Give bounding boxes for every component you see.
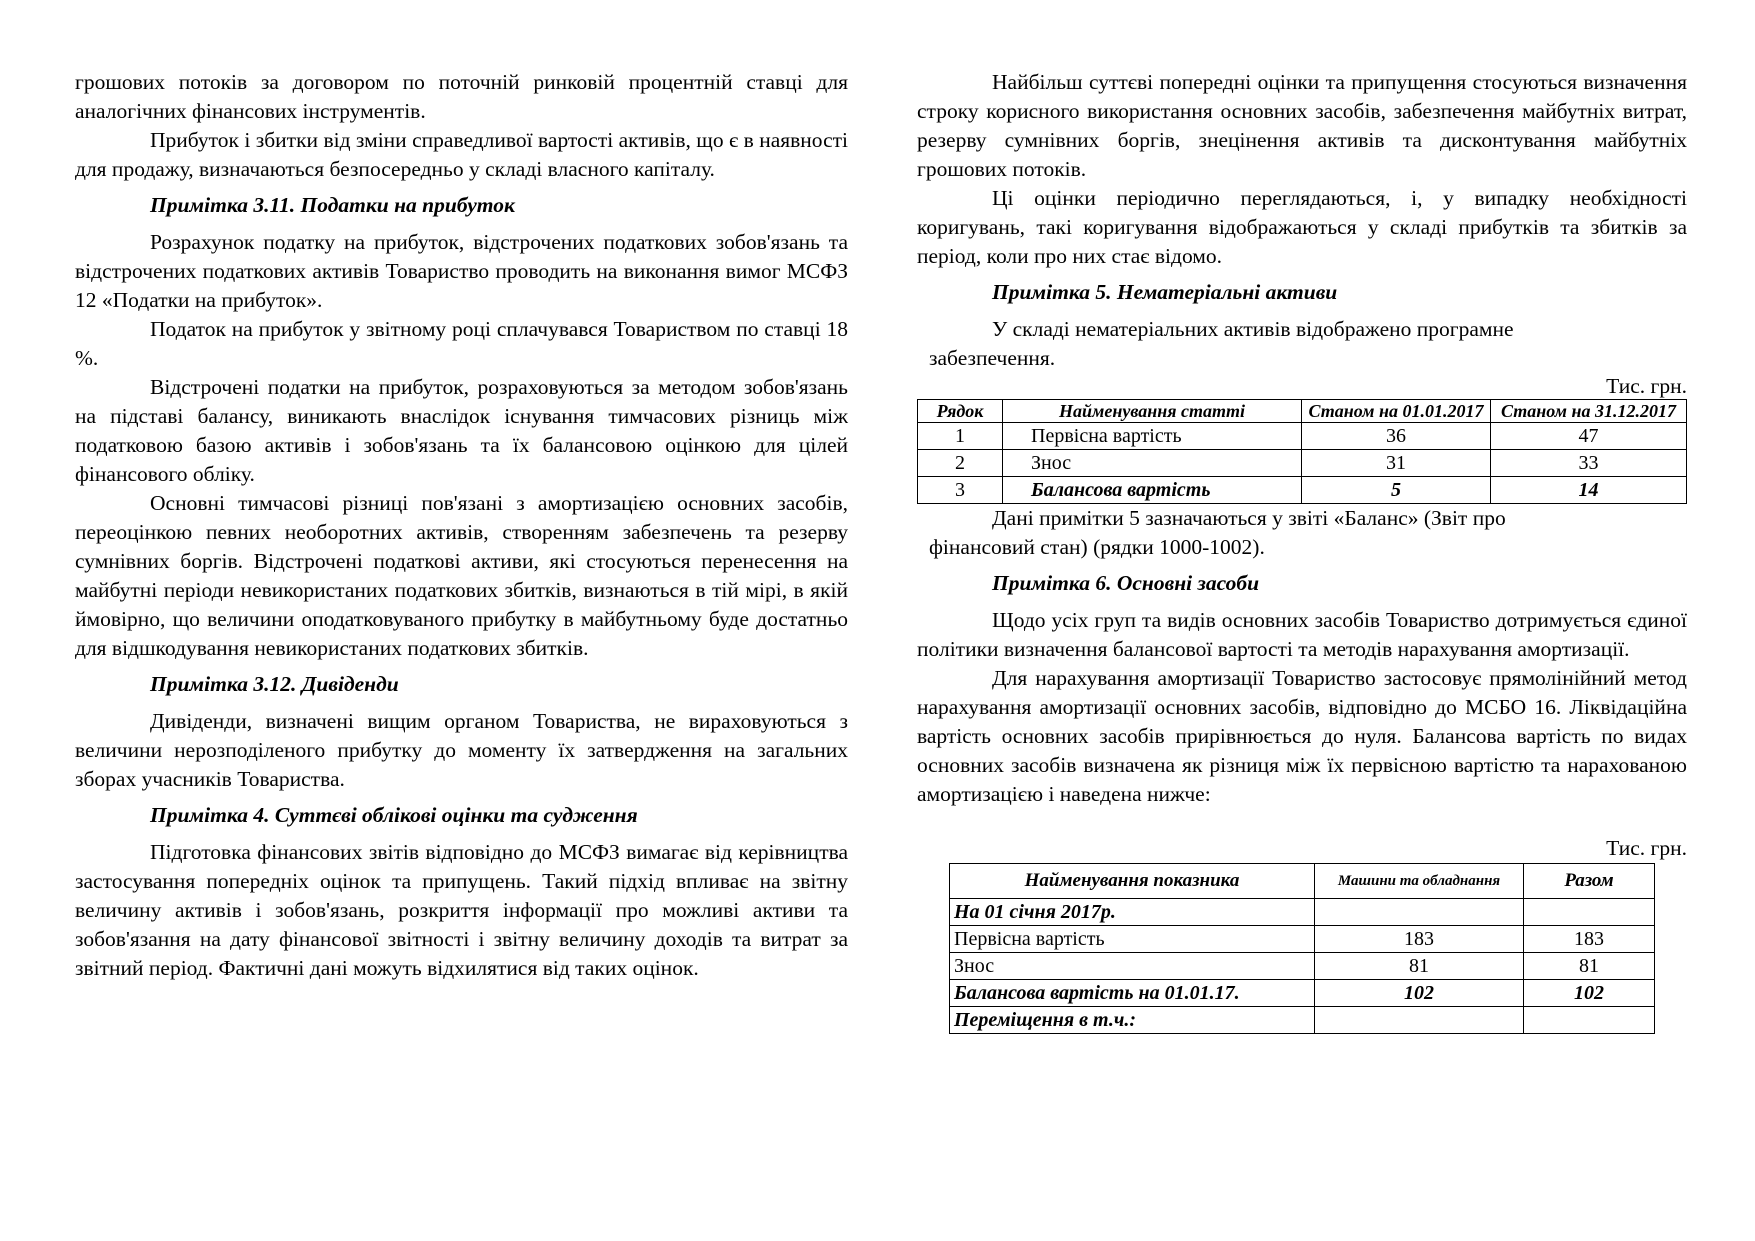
table-cell: 33 <box>1491 450 1687 477</box>
table-cell <box>1315 899 1524 926</box>
paragraph: забезпечення. <box>929 346 1056 370</box>
section-heading-4: Примітка 4. Суттєві облікові оцінки та судження <box>150 803 638 827</box>
unit-label: Тис. грн. <box>1606 836 1687 860</box>
table-row <box>918 423 1687 450</box>
paragraph: Дивіденди, визначені вищим органом Товариства, не вираховуються з величини нерозподіленого прибутку до моменту їх затвердження на загальних зборах учасників Товариства. <box>75 709 848 791</box>
unit-label: Тис. грн. <box>1606 374 1687 398</box>
section-heading-3-11: Примітка 3.11. Податки на прибуток <box>150 193 515 217</box>
table-cell: 5 <box>1302 477 1491 504</box>
paragraph: Ці оцінки періодично переглядаються, і, у випадку необхідності коригувань, такі коригування відображаються у складі прибутків та збитків за період, коли про них стає відомо. <box>917 186 1687 268</box>
table-header: Станом на 01.01.2017 <box>1302 400 1491 423</box>
table-cell: Знос <box>950 953 1315 980</box>
table-cell <box>1315 1007 1524 1034</box>
table-row <box>950 980 1655 1007</box>
table-cell: 81 <box>1315 953 1524 980</box>
table-cell: 102 <box>1315 980 1524 1007</box>
table-cell: 47 <box>1491 423 1687 450</box>
table-header-row <box>950 864 1655 899</box>
table-row <box>950 1007 1655 1034</box>
paragraph: Дані примітки 5 зазначаються у звіті «Баланс» (Звіт про <box>992 506 1506 530</box>
table-cell <box>1524 1007 1655 1034</box>
paragraph: Для нарахування амортизації Товариство застосовує прямолінійний метод нарахування амортизації основних засобів, відповідно до МСБО 16. Ліквідаційна вартість основних засобів прирівнюється до нуля. Балансова вартість по видах основних засобів визначена як різниця між їх первісною вартістю та нарахованою амортизацією і наведена нижче: <box>917 666 1687 806</box>
paragraph: Підготовка фінансових звітів відповідно до МСФЗ вимагає від керівництва застосування попередніх оцінок та припущень. Такий підхід впливає на звітну величину активів і зобов'язань, розкриття інформації про можливі активи та зобов'язання на дату фінансової звітності і звітну величину доходів та витрат за звітний період. Фактичні дані можуть відхилятися від таких оцінок. <box>75 840 848 980</box>
paragraph: Розрахунок податку на прибуток, відстрочених податкових зобов'язань та відстрочених податкових активів Товариство проводить на виконання вимог МСФЗ 12 «Податки на прибуток». <box>75 230 848 312</box>
section-heading-5: Примітка 5. Нематеріальні активи <box>992 280 1338 304</box>
table-cell: Балансова вартість на 01.01.17. <box>950 980 1315 1007</box>
paragraph: Податок на прибуток у звітному році сплачувався Товариством по ставці 18 %. <box>75 317 848 370</box>
table-cell <box>1524 899 1655 926</box>
table-row <box>918 450 1687 477</box>
fixed-assets-table <box>949 863 1655 1034</box>
left-column <box>75 68 848 983</box>
section-heading-3-12: Примітка 3.12. Дивіденди <box>150 672 399 696</box>
table-cell: 81 <box>1524 953 1655 980</box>
intangible-assets-table <box>917 399 1687 504</box>
table-header: Машини та обладнання <box>1315 864 1524 899</box>
paragraph: Прибуток і збитки від зміни справедливої вартості активів, що є в наявності для продажу, визначаються безпосередньо у складі власного капіталу. <box>75 128 848 181</box>
table-cell: 183 <box>1315 926 1524 953</box>
table-cell: 36 <box>1302 423 1491 450</box>
table-header: Рядок <box>918 400 1003 423</box>
paragraph: Основні тимчасові різниці пов'язані з амортизацією основних засобів, переоцінкою певних необоротних активів, створенням забезпечень та резерву сумнівних боргів. Відстрочені податкові активи, які стосуються перенесення на майбутні періоди невикористаних податкових збитків, визнаються в тій мірі, в якій ймовірно, що величини оподатковуваного прибутку в майбутньому буде достатньо для відшкодування невикористаних податкових збитків. <box>75 491 848 660</box>
paragraph: Щодо усіх груп та видів основних засобів Товариство дотримується єдиної політики визначення балансової вартості та методів нарахування амортизації. <box>917 608 1687 661</box>
table-cell: 1 <box>918 423 1003 450</box>
table-header: Найменування показника <box>950 864 1315 899</box>
paragraph: фінансовий стан) (рядки 1000-1002). <box>929 535 1265 559</box>
right-column <box>917 68 1687 1034</box>
table-cell: Первісна вартість <box>950 926 1315 953</box>
table-row <box>950 953 1655 980</box>
table-row <box>950 926 1655 953</box>
table-cell: 183 <box>1524 926 1655 953</box>
table-cell: 3 <box>918 477 1003 504</box>
table-header: Станом на 31.12.2017 <box>1491 400 1687 423</box>
table-cell: Знос <box>1003 450 1302 477</box>
table-cell: 102 <box>1524 980 1655 1007</box>
table-cell: 2 <box>918 450 1003 477</box>
table-cell: Переміщення в т.ч.: <box>950 1007 1315 1034</box>
table-cell: 14 <box>1491 477 1687 504</box>
paragraph: Найбільш суттєві попередні оцінки та припущення стосуються визначення строку корисного використання основних засобів, забезпечення майбутніх витрат, резерву сумнівних боргів, знецінення активів та дисконтування майбутніх грошових потоків. <box>917 70 1687 181</box>
table-cell: Балансова вартість <box>1003 477 1302 504</box>
section-heading-6: Примітка 6. Основні засоби <box>992 571 1260 595</box>
table-cell: 31 <box>1302 450 1491 477</box>
table-header-row <box>918 400 1687 423</box>
table-cell: Первісна вартість <box>1003 423 1302 450</box>
paragraph: Відстрочені податки на прибуток, розраховуються за методом зобов'язань на підставі балансу, виникають внаслідок існування тимчасових різниць між податковою базою активів і зобов'язань та їх балансовою оцінкою для цілей фінансового обліку. <box>75 375 848 486</box>
table-row <box>918 477 1687 504</box>
paragraph: грошових потоків за договором по поточній ринковій процентній ставці для аналогічних фінансових інструментів. <box>75 70 848 123</box>
table-header: Разом <box>1524 864 1655 899</box>
table-header: Найменування статті <box>1003 400 1302 423</box>
paragraph: У складі нематеріальних активів відображено програмне <box>992 317 1514 341</box>
table-cell: На 01 січня 2017р. <box>950 899 1315 926</box>
table-row <box>950 899 1655 926</box>
